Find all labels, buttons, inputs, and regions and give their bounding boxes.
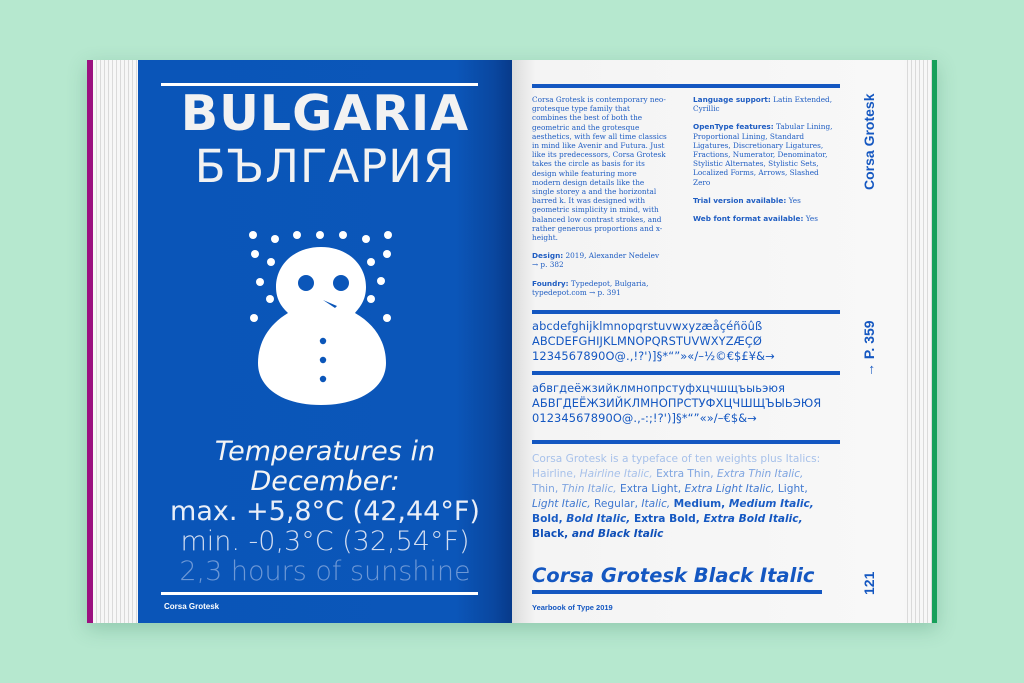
weight-sample: Black, [532, 528, 572, 540]
design-label: Design: [532, 251, 564, 261]
weight-sample: Light Italic, [532, 498, 595, 510]
col2-rule [672, 84, 840, 88]
weight-sample: Extra Thin, [656, 468, 718, 480]
opentype-label: OpenType features: [693, 122, 774, 132]
language-support [693, 95, 833, 113]
title-cyrillic: БЪЛГАРИЯ [194, 140, 456, 193]
weight-sample: and Black Italic [571, 528, 664, 540]
temps-heading-2: December: [250, 466, 400, 497]
max-temp: max. +5,8°C (42,44°F) [170, 496, 480, 527]
weight-sample: Hairline, [532, 468, 580, 480]
weight-sample: Thin, [532, 483, 562, 495]
foundry-label: Foundry: [532, 278, 569, 288]
left-page [138, 60, 512, 623]
opentype-features [693, 122, 833, 186]
title-latin: BULGARIA [180, 85, 470, 142]
temps-heading-1: Temperatures in [214, 436, 436, 467]
weight-sample: Hairline Italic, [579, 468, 657, 480]
col1-rule [532, 84, 672, 88]
language-value: Latin Extended, Cyrillic [693, 95, 833, 114]
display-sample: Corsa Grotesk Black Italic [532, 564, 815, 587]
weight-sample: Extra Thin Italic, [717, 468, 804, 480]
side-title: Corsa Grotesk [861, 93, 877, 190]
weight-sample: Light, [777, 483, 808, 495]
trial-version [693, 196, 833, 205]
page-stack-left [93, 60, 138, 623]
webfont-label: Web font format available: [693, 214, 804, 224]
weights-top-rule [532, 440, 840, 444]
snowman-icon [240, 225, 404, 410]
cyrillic-figures: 01234567890O@.,-:;!?')]§*“”«»/–€$&→ [532, 411, 757, 425]
weight-sample: Bold Italic, [566, 513, 634, 525]
foundry-value: Typedepot, Bulgaria, typedepot.com → p. 391 [532, 278, 649, 297]
weight-sample: Extra Bold, [633, 513, 704, 525]
cyrillic-lowercase: абвгдеёжзийклмнопрстуфхцчшщъыьэюя [532, 381, 786, 395]
latin-uppercase: ABCDEFGHIJKLMNOPQRSTUVWXYZÆÇØ [532, 334, 762, 348]
foundry-credit [532, 279, 667, 297]
opentype-value: Tabular Lining, Proportional Lining, Standard Ligatures, Discretionary Ligatures, Fractions, Numerator, Denominator, Stylistic Alternates, Stylistic Sets, Localized Forms, Arrows, Slashed Zero [693, 122, 833, 187]
weight-sample: Extra Light, [620, 483, 685, 495]
left-footer: Corsa Grotesk [164, 602, 220, 611]
weight-sample: Extra Light Italic, [684, 483, 778, 495]
weight-sample: Corsa Grotesk is a typeface of ten weights plus Italics: [532, 453, 821, 465]
latin-lowercase: abcdefghijklmnopqrstuvwxyzæåçéñöûß [532, 319, 763, 333]
bottom-rule [161, 592, 478, 595]
open-book [87, 60, 937, 623]
page-number: 121 [861, 571, 877, 595]
trial-value: Yes [788, 195, 801, 205]
language-label: Language support: [693, 95, 771, 104]
description-column [532, 95, 667, 306]
design-credit [532, 251, 667, 269]
weight-sample: Thin Italic, [561, 483, 621, 495]
weight-sample: Medium Italic, [728, 498, 814, 510]
min-temp: min. -0,3°C (32,54°F) [180, 526, 470, 557]
sunshine-hours: 2,3 hours of sunshine [179, 556, 471, 587]
page-reference: → P. 359 [861, 320, 877, 377]
weight-sample: Regular, [594, 498, 642, 510]
features-column [693, 95, 833, 232]
right-footer: Yearbook of Type 2019 [532, 603, 613, 612]
description-text: Corsa Grotesk is contemporary neo-grotesque type family that combines the best of both the geometric and the grotesque aesthetics, with few all time classics in mind like Avenir and Futura. Just like its predecessors, Corsa Grotesk takes the circle as basis for its design while featuring more modern design details like the single storey a and the horizontal barred k. It was designed with geometric simplicity in mind, with balanced low contrast strokes, and rather generous proportions and x-height. [532, 95, 667, 243]
latin-top-rule [532, 310, 840, 314]
webfont-format [693, 214, 833, 223]
display-rule [532, 590, 822, 594]
weight-sample: Medium, [673, 498, 729, 510]
weight-sample: Italic, [641, 498, 674, 510]
cyrillic-uppercase: АБВГДЕЁЖЗИЙКЛМНОПРСТУФХЦЧШЩЪЫЬЭЮЯ [532, 396, 822, 410]
trial-label: Trial version available: [693, 195, 787, 205]
weight-sample: Bold, [532, 513, 567, 525]
design-value: 2019, Alexander Nedelev → p. 382 [532, 251, 660, 270]
book-cover-right-edge [932, 60, 937, 623]
cyrillic-top-rule [532, 371, 840, 375]
latin-figures: 1234567890O@.,!?')]§*“”»«/–½©€$£¥&→ [532, 349, 775, 363]
right-page [512, 60, 904, 623]
weight-sample: Extra Bold Italic, [703, 513, 803, 525]
weights-list [532, 452, 832, 542]
webfont-value: Yes [805, 214, 818, 224]
page-stack-right [904, 60, 932, 623]
